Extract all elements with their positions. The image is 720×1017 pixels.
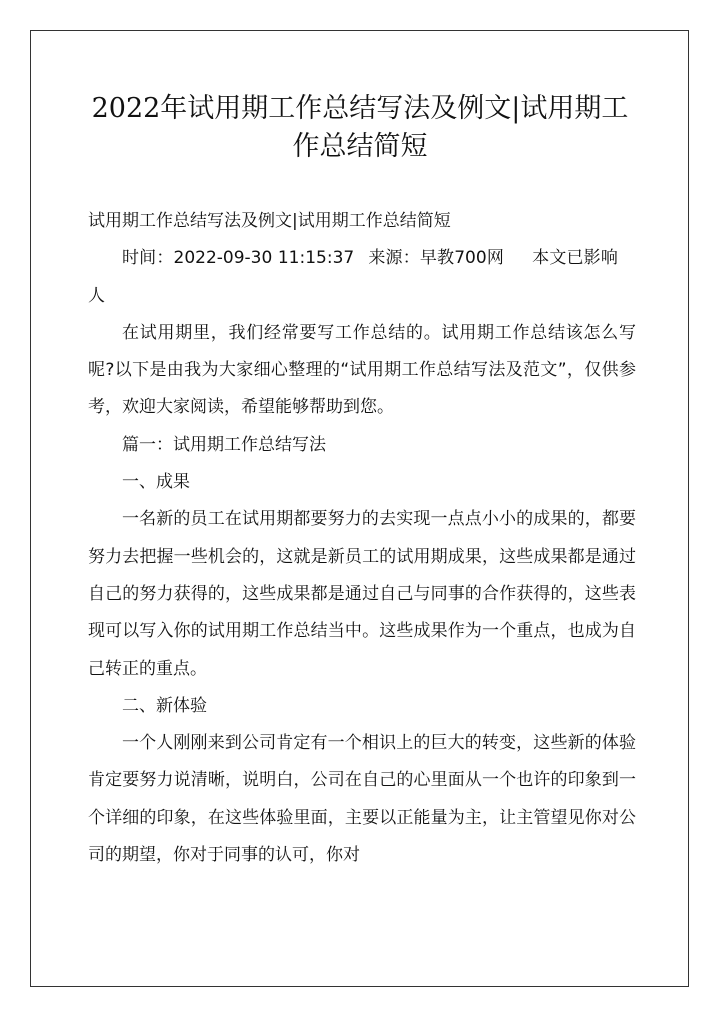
- subheading-results: 一、成果: [122, 472, 190, 493]
- document-title: 2022年试用期工作总结写法及例文|试用期工作总结简短: [91, 93, 629, 162]
- article-meta: [88, 240, 636, 315]
- document-body: [88, 203, 636, 874]
- meta-time: 时间：2022-09-30 11:15:37: [122, 248, 355, 269]
- paragraph-intro: 在试用期里，我们经常要写工作总结的。试用期工作总结该怎么写呢?以下是由我为大家细心整理的“试用期工作总结写法及范文”，仅供参考，欢迎大家阅读，希望能够帮助到您。: [88, 322, 636, 418]
- meta-views-prefix: 本文已影响: [532, 248, 618, 269]
- meta-source: 来源：早教700网: [368, 248, 504, 269]
- section-heading-part1: 篇一：试用期工作总结写法: [122, 434, 326, 455]
- document-subtitle: 试用期工作总结写法及例文|试用期工作总结简短: [88, 211, 451, 231]
- subheading-new-experience: 二、新体验: [122, 695, 207, 716]
- meta-views-suffix: 人: [88, 285, 105, 306]
- paragraph-new-experience: 一个人刚刚来到公司肯定有一个相识上的巨大的转变，这些新的体验肯定要努力说清晰，说明白，公司在自己的心里面从一个也许的印象到一个详细的印象，在这些体验里面，主要以正能量为主，让主管望见你对公司的期望，你对于同事的认可，你对: [88, 733, 636, 866]
- paragraph-results: 一名新的员工在试用期都要努力的去实现一点点小小的成果的，都要努力去把握一些机会的，这就是新员工的试用期成果，这些成果都是通过自己的努力获得的，这些成果都是通过自己与同事的合作获得的，这些表现可以写入你的试用期工作总结当中。这些成果作为一个重点，也成为自己转正的重点。: [88, 509, 636, 679]
